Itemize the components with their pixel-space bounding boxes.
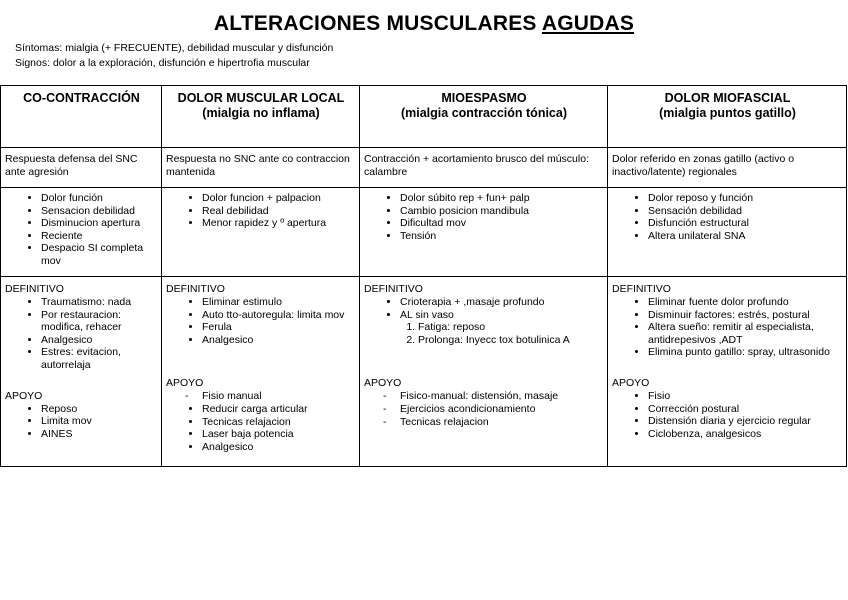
list-item: • Eliminar estimulo — [202, 296, 356, 309]
list-item: • Dificultad mov — [400, 217, 604, 230]
list-item: • AINES — [41, 428, 158, 441]
list-item: • Altera unilateral SNA — [648, 230, 843, 243]
list-item: • Elimina punto gatillo: spray, ultrasonido — [648, 346, 843, 359]
list-item: • Dolor función — [41, 192, 158, 205]
definitivo-label: DEFINITIVO — [612, 283, 671, 295]
list-item: • Traumatismo: nada — [41, 296, 158, 309]
list-item: • Laser baja potencia — [202, 428, 356, 441]
list-item: • Estres: evitacion, autorrelaja — [41, 346, 158, 371]
definitivo-label: DEFINITIVO — [166, 283, 225, 295]
col-header-dolor-miofascial: DOLOR MIOFASCIAL (mialgia puntos gatillo) — [608, 86, 847, 148]
definitivo-list — [166, 296, 356, 346]
features-cell — [162, 188, 360, 277]
list-item: • Auto tto-autoregula: limita mov — [202, 309, 356, 322]
treatment-cell — [162, 277, 360, 467]
list-item: - Fisico-manual: distensión, masaje — [400, 390, 604, 403]
features-row — [1, 188, 847, 277]
list-item: • Real debilidad — [202, 205, 356, 218]
features-list — [364, 192, 604, 242]
features-cell — [360, 188, 608, 277]
description-cell: Dolor referido en zonas gatillo (activo o inactivo/latente) regionales — [608, 148, 847, 188]
list-item: • Altera sueño: remitir al especialista, antidrepesivos ,ADT — [648, 321, 843, 346]
list-item: • Menor rapidez y º apertura — [202, 217, 356, 230]
definitivo-label: DEFINITIVO — [364, 283, 423, 295]
list-item: • Analgesico — [202, 441, 356, 454]
features-list — [612, 192, 843, 242]
features-list — [5, 192, 158, 268]
list-item: • Dolor funcion + palpacion — [202, 192, 356, 205]
page-title: ALTERACIONES MUSCULARES AGUDAS — [213, 12, 635, 35]
treatment-cell — [1, 277, 162, 467]
list-item: 2. Prolonga: Inyecc tox botulinica A — [418, 334, 604, 347]
apoyo-label: APOYO — [364, 377, 402, 390]
apoyo-list — [612, 390, 843, 440]
list-item: • Reposo — [41, 403, 158, 416]
sintomas-line: Síntomas: mialgia (+ FRECUENTE), debilidad muscular y disfunción — [15, 42, 334, 54]
list-item: • Dolor súbito rep + fun+ palp — [400, 192, 604, 205]
list-item: • Sensación debilidad — [648, 205, 843, 218]
list-item: - Tecnicas relajacion — [400, 416, 604, 429]
list-item: • Despacio SI completa mov — [41, 242, 158, 267]
list-item: • Por restauracion: modifica, rehacer — [41, 309, 158, 334]
list-item: • Fisio — [648, 390, 843, 403]
list-item: • Ferula — [202, 321, 356, 334]
list-item: • Sensacion debilidad — [41, 205, 158, 218]
list-item: • Dolor reposo y función — [648, 192, 843, 205]
definitivo-label: DEFINITIVO — [5, 283, 64, 295]
list-item: • Ciclobenza, analgesicos — [648, 428, 843, 441]
apoyo-list — [166, 403, 356, 453]
list-item: • Analgesico — [202, 334, 356, 347]
header-row — [1, 86, 847, 148]
treatment-cell — [608, 277, 847, 467]
description-row — [1, 148, 847, 188]
list-item: • AL sin vaso — [400, 309, 604, 322]
col-header-cocontraccion: CO-CONTRACCIÓN — [1, 86, 162, 148]
description-cell: Respuesta no SNC ante co contraccion mantenida — [162, 148, 360, 188]
signos-line: Signos: dolor a la exploración, disfunción e hipertrofia muscular — [15, 56, 310, 69]
col-header-mioespasmo: MIOESPASMO (mialgia contracción tónica) — [360, 86, 608, 148]
apoyo-dash-list — [364, 390, 604, 428]
apoyo-label: APOYO — [5, 389, 43, 402]
list-item: • Eliminar fuente dolor profundo — [648, 296, 843, 309]
apoyo-list — [5, 403, 158, 441]
list-item: • Distensión diaria y ejercicio regular — [648, 415, 843, 428]
list-item: - Fisio manual — [202, 390, 356, 403]
list-item: • Reducir carga articular — [202, 403, 356, 416]
list-item: • Corrección postural — [648, 403, 843, 416]
treatment-cell — [360, 277, 608, 467]
title-underlined-word: AGUDAS — [541, 12, 635, 35]
description-cell: Respuesta defensa del SNC ante agresión — [1, 148, 162, 188]
apoyo-label: APOYO — [612, 376, 650, 389]
definitivo-list — [364, 296, 604, 321]
definitivo-sublist — [364, 321, 604, 346]
list-item: • Cambio posicion mandibula — [400, 205, 604, 218]
list-item: • Disfunción estructural — [648, 217, 843, 230]
list-item: • Reciente — [41, 230, 158, 243]
list-item: • Limita mov — [41, 415, 158, 428]
features-cell — [608, 188, 847, 277]
apoyo-dash-list — [166, 390, 356, 403]
list-item: • Disminucion apertura — [41, 217, 158, 230]
treatment-row — [1, 277, 847, 467]
list-item: 1. Fatiga: reposo — [418, 321, 604, 334]
list-item: • Disminuir factores: estrés, postural — [648, 309, 843, 322]
description-cell: Contracción + acortamiento brusco del músculo: calambre — [360, 148, 608, 188]
list-item: - Ejercicios acondicionamiento — [400, 403, 604, 416]
definitivo-list — [5, 296, 158, 372]
intro-text — [15, 41, 333, 70]
apoyo-label: APOYO — [166, 377, 204, 390]
features-list — [166, 192, 356, 230]
list-item: • Analgesico — [41, 334, 158, 347]
alteraciones-table — [0, 85, 847, 467]
list-item: • Tensión — [400, 230, 604, 243]
features-cell — [1, 188, 162, 277]
definitivo-list — [612, 296, 843, 359]
list-item: • Tecnicas relajacion — [202, 416, 356, 429]
list-item: • Crioterapia + ,masaje profundo — [400, 296, 604, 309]
col-header-dolor-muscular-local: DOLOR MUSCULAR LOCAL (mialgia no inflama) — [162, 86, 360, 148]
